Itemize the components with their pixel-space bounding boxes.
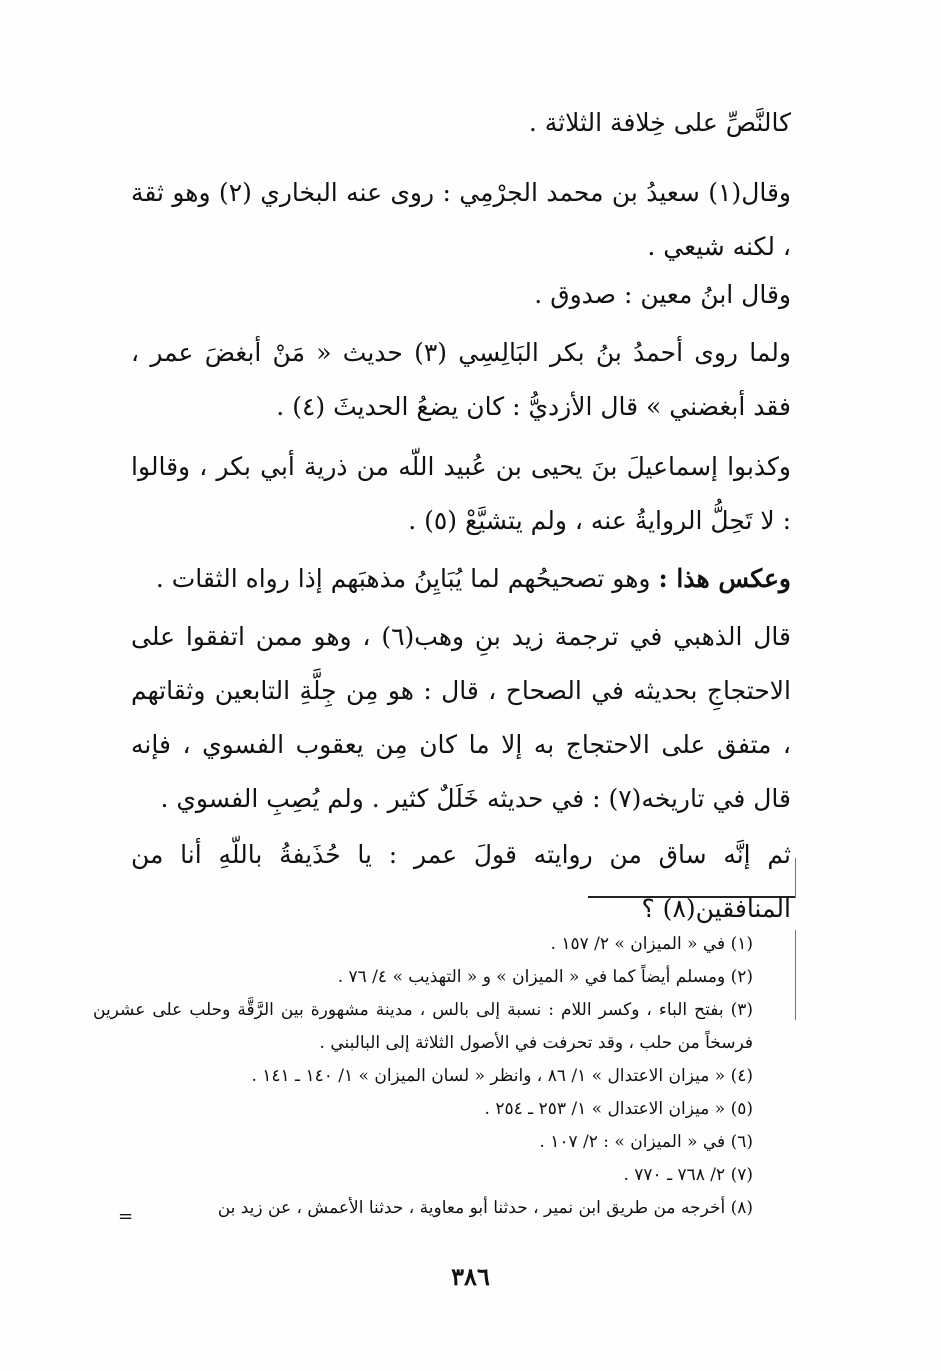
main-text-4	[131, 440, 791, 548]
paragraph-4: ولما روى أحمدُ بنُ بكر البَالِسِي (٣) حديث « مَنْ أبغضَ عمر ، فقد أبغضني » قال الأزديُّ : كان يضعُ الحديثَ (٤) .	[131, 338, 791, 421]
paragraph-1: كالنَّصِّ على خِلافة الثلاثة .	[528, 108, 791, 137]
reverse-rest: وهو تصحيحُهم لما يُبَايِنُ مذهبَهم إذا رواه الثقات .	[155, 564, 651, 593]
paragraph-5: وكذبوا إسماعيلَ بنَ يحيى بن عُبيد اللّه من ذرية أبي بكر ، وقالوا : لا تَحِلُّ الروايةُ عنه ، ولم يتشيَّعْ (٥) .	[131, 452, 791, 535]
margin-mark-upper	[795, 858, 796, 898]
main-text	[131, 96, 791, 150]
footnote-2: (٢) ومسلم أيضاً كما في « الميزان » و « التهذيب » ٤/ ٧٦ .	[337, 967, 753, 987]
footnote-4: (٤) « ميزان الاعتدال » ١/ ٨٦ ، وانظر « لسان الميزان » ١/ ١٤٠ ـ ١٤١ .	[251, 1066, 753, 1086]
main-text-5	[131, 552, 791, 606]
footnote-continuation-mark: =	[118, 1206, 134, 1227]
footnote-5: (٥) « ميزان الاعتدال » ١/ ٢٥٣ ـ ٢٥٤ .	[484, 1099, 753, 1119]
footnote-separator	[588, 896, 796, 898]
page-number: ٣٨٦	[451, 1262, 490, 1291]
main-text-6	[131, 610, 791, 826]
main-text-7	[131, 828, 791, 936]
paragraph-3: وقال ابنُ معين : صدوق .	[534, 280, 791, 309]
footnote-8: (٨) أخرجه من طريق ابن نمير ، حدثنا أبو معاوية ، حدثنا الأعمش ، عن زيد بن	[217, 1198, 753, 1218]
footnote-6: (٦) في « الميزان » : ٢/ ١٠٧ .	[539, 1132, 753, 1152]
paragraph-final: ثم إنَّه ساق من روايته قولَ عمر : يا حُذَيفةُ باللّهِ أنا من المنافقين(٨) ؟	[131, 840, 791, 923]
footnote-7: (٧) ٢/ ٧٦٨ ـ ٧٧٠ .	[623, 1165, 753, 1185]
paragraph-dhahabi: قال الذهبي في ترجمة زيد بنِ وهب(٦) ، وهو ممن اتفقوا على الاحتجاجِ بحديثه في الصحاح ، قال : هو مِن جِلَّةِ التابعين وثقاتهم ، متفق على الاحتجاج به إلا ما كان مِن يعقوب الفسوي ، فإنه قال في تاريخه(٧) : في حديثه خَلَلٌ كثير . ولم يُصِبِ الفسوي .	[131, 622, 791, 813]
reverse-lead: وعكس هذا :	[658, 564, 791, 593]
paragraph-reverse	[131, 552, 791, 606]
main-text-3	[131, 326, 791, 434]
footnotes	[93, 928, 753, 1225]
paragraph-2: وقال(١) سعيدُ بن محمد الجرْمِي : روى عنه البخاري (٢) وهو ثقة ، لكنه شيعي .	[131, 178, 791, 261]
footnote-3: (٣) بفتح الباء ، وكسر اللام : نسبة إلى بالس ، مدينة مشهورة بين الرَّقَّة وحلب على عشرين فرسخاً من حلب ، وقد تحرفت في الأصول الثلاثة إلى البالبني .	[93, 1000, 753, 1053]
main-text-2	[131, 166, 791, 322]
footnote-1: (١) في « الميزان » ٢/ ١٥٧ .	[550, 934, 753, 954]
